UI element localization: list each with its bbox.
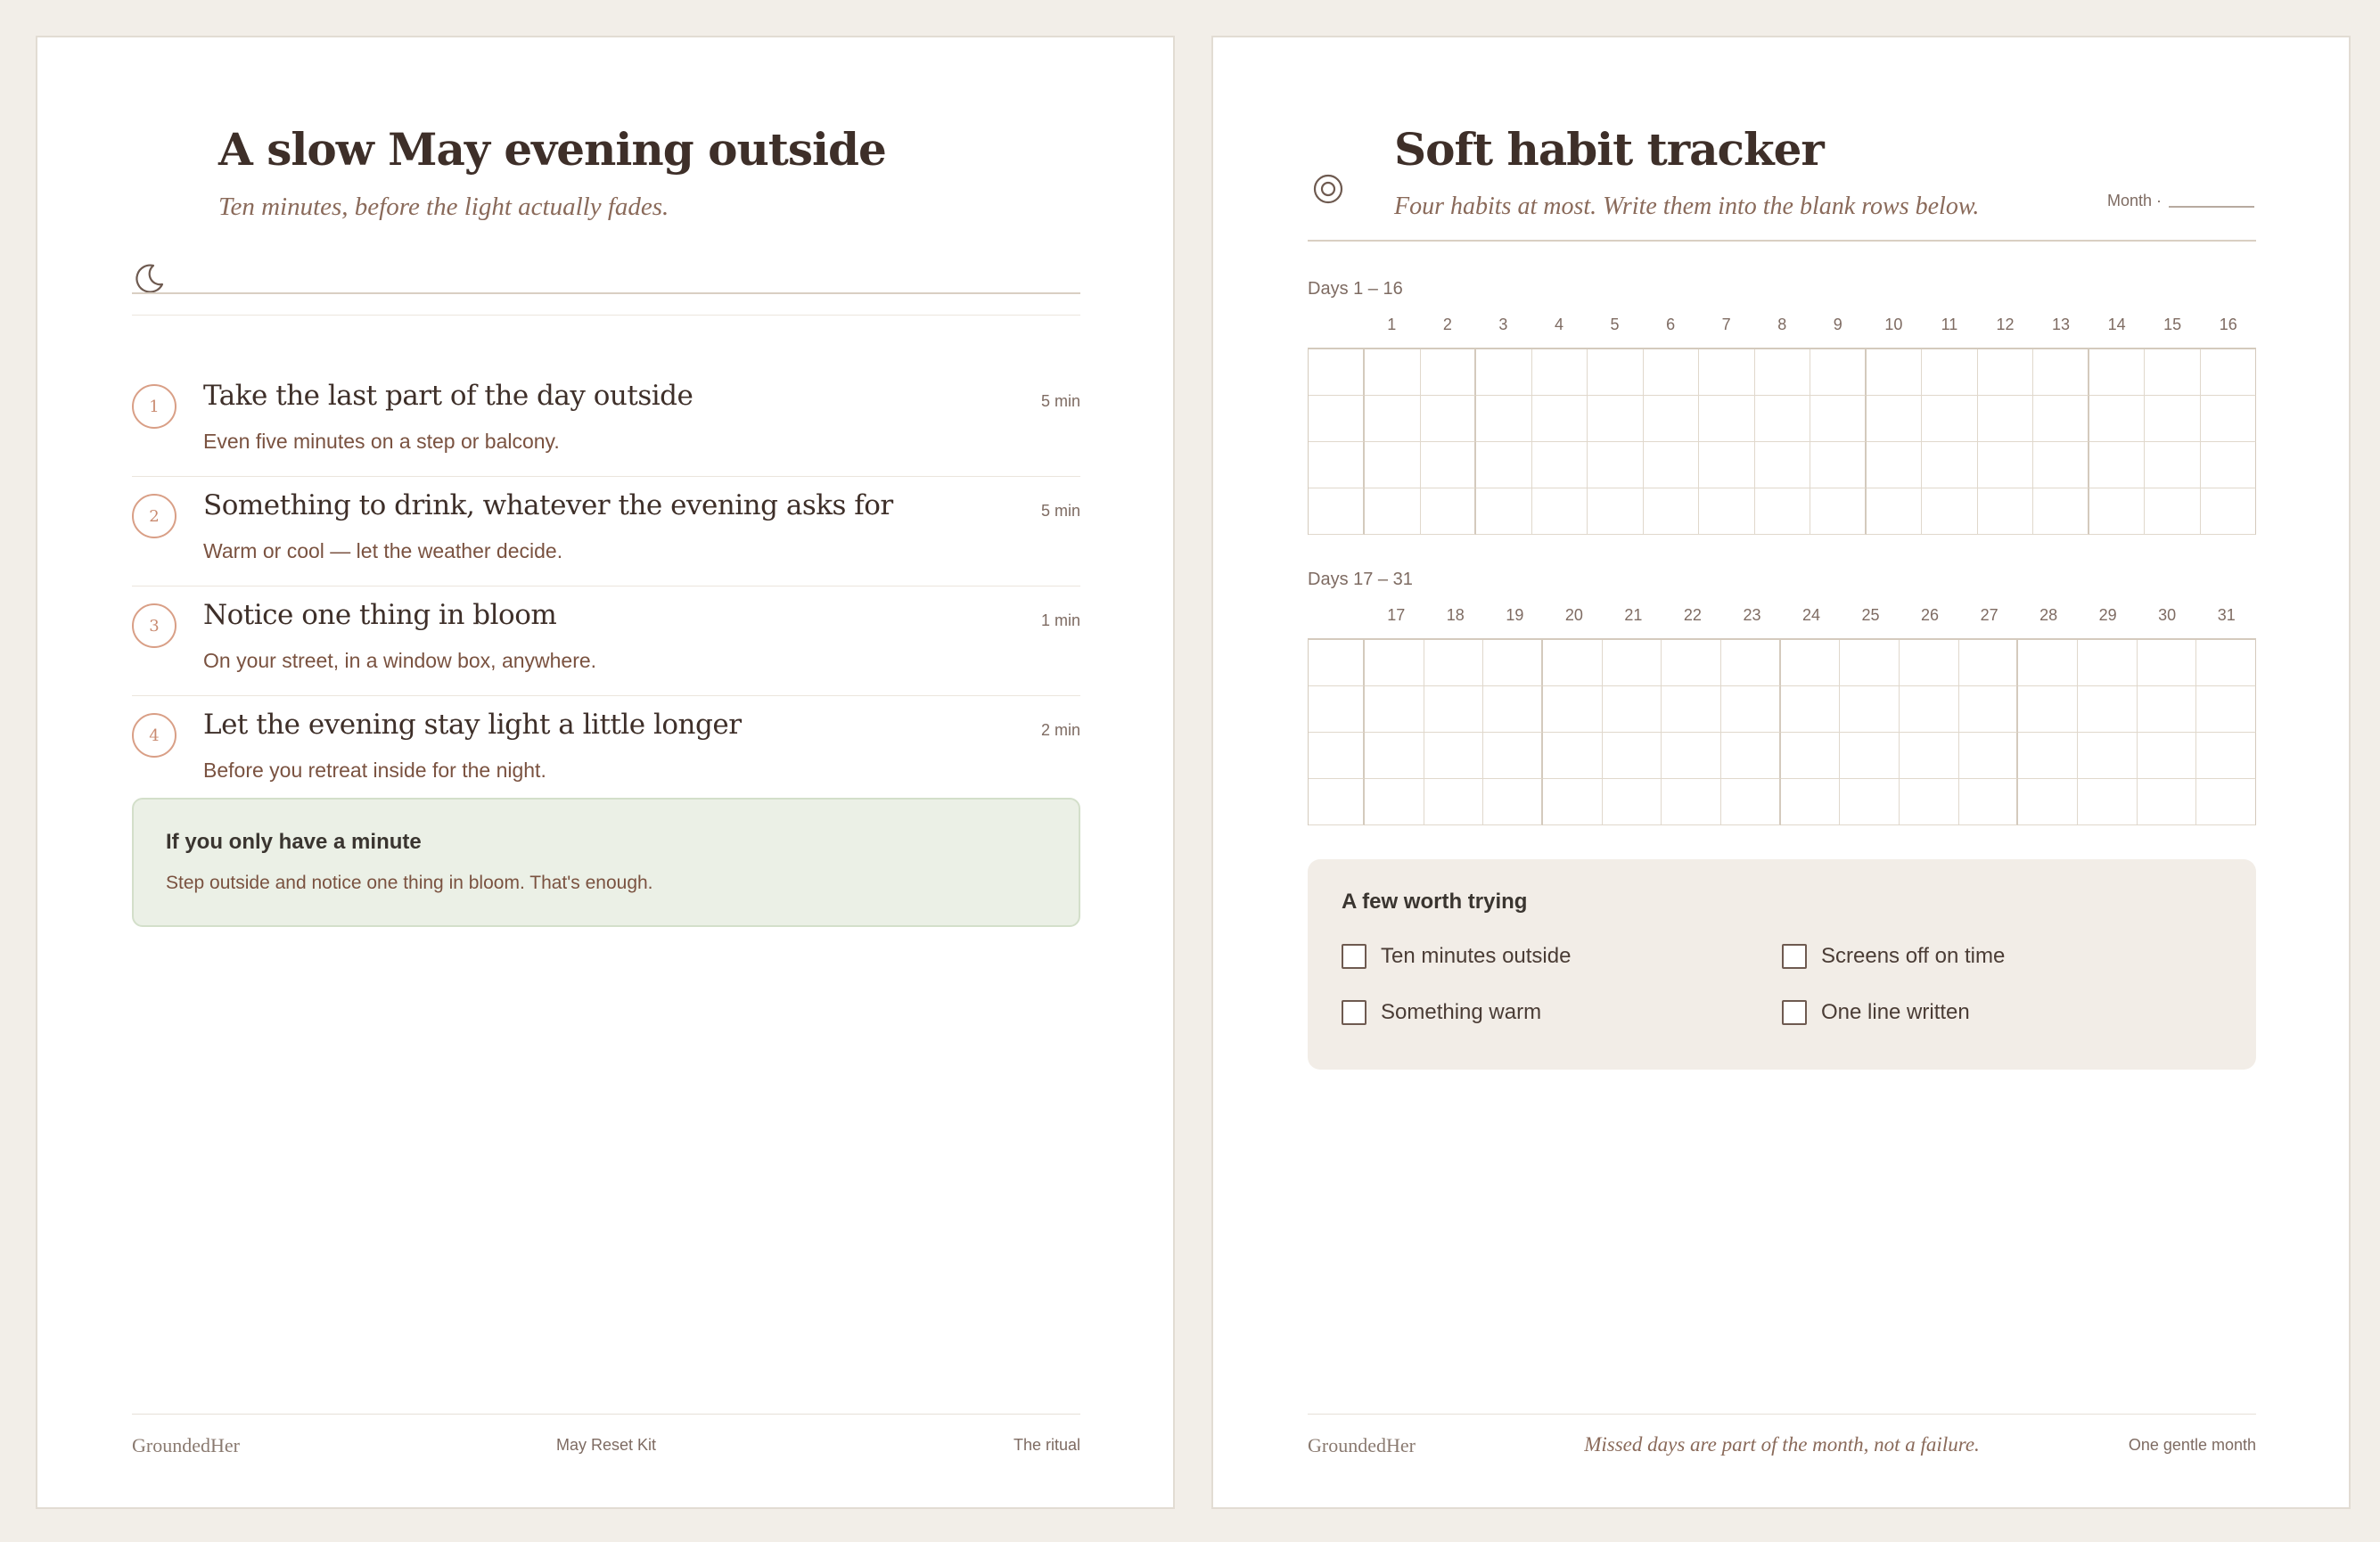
page-title: Soft habit tracker — [1394, 123, 1824, 176]
habit-day-cell[interactable] — [1755, 442, 1811, 488]
title-divider-secondary — [132, 315, 1080, 316]
habit-day-cell[interactable] — [1588, 396, 1644, 442]
habit-day-cell[interactable] — [2089, 488, 2146, 535]
day-number: 6 — [1666, 316, 1676, 333]
habit-day-cell[interactable] — [2078, 640, 2138, 686]
habit-day-cell[interactable] — [2138, 779, 2197, 825]
habit-day-cell[interactable] — [1424, 779, 1484, 825]
habit-day-cell[interactable] — [1721, 686, 1781, 733]
habit-day-cell[interactable] — [1644, 488, 1700, 535]
step-duration: 2 min — [1040, 721, 1080, 739]
page-footer — [1308, 1414, 2256, 1467]
day-number-header — [1364, 316, 2256, 337]
habit-day-cell[interactable] — [1603, 779, 1662, 825]
habit-day-cell[interactable] — [1532, 488, 1588, 535]
habit-day-cell[interactable] — [1867, 488, 1923, 535]
step-title: Something to drink, whatever the evening asks for — [203, 489, 893, 521]
day-number: 2 — [1442, 316, 1452, 333]
habit-day-cell[interactable] — [1365, 733, 1424, 779]
habit-name-cell[interactable] — [1309, 686, 1365, 733]
habit-day-cell[interactable] — [1699, 396, 1755, 442]
page-subtitle: Ten minutes, before the light actually fades. — [218, 193, 669, 221]
habit-day-cell[interactable] — [1476, 442, 1532, 488]
habit-day-cell[interactable] — [2078, 686, 2138, 733]
habit-day-cell[interactable] — [1959, 779, 2019, 825]
habit-grid-days-17-31[interactable] — [1308, 638, 2256, 825]
day-number: 9 — [1833, 316, 1842, 333]
habit-day-cell[interactable] — [1483, 686, 1543, 733]
habit-day-cell[interactable] — [1959, 640, 2019, 686]
habit-day-cell[interactable] — [1483, 640, 1543, 686]
checkbox[interactable] — [1782, 944, 1807, 969]
habit-day-cell[interactable] — [1699, 442, 1755, 488]
month-label: Month · — [2107, 192, 2163, 209]
ritual-step — [132, 367, 1080, 477]
habit-day-cell[interactable] — [1840, 686, 1900, 733]
habit-day-cell[interactable] — [1900, 640, 1959, 686]
habit-day-cell[interactable] — [1543, 733, 1603, 779]
suggestion-label: Ten minutes outside — [1381, 944, 1572, 968]
grid-label: Days 1 – 16 — [1308, 279, 1403, 299]
habit-day-cell[interactable] — [1810, 488, 1867, 535]
habit-day-cell[interactable] — [2018, 686, 2078, 733]
habit-day-cell[interactable] — [1365, 442, 1421, 488]
habit-day-cell[interactable] — [1922, 349, 1978, 396]
day-number: 4 — [1554, 316, 1563, 333]
habit-day-cell[interactable] — [2033, 396, 2089, 442]
day-number: 27 — [1980, 606, 1998, 624]
habit-day-cell[interactable] — [2138, 733, 2197, 779]
step-title: Notice one thing in bloom — [203, 599, 557, 631]
ritual-step — [132, 586, 1080, 696]
habit-day-cell[interactable] — [1755, 396, 1811, 442]
habit-day-cell[interactable] — [2201, 349, 2257, 396]
step-number-badge: 4 — [132, 713, 176, 758]
habit-day-cell[interactable] — [1900, 686, 1959, 733]
habit-day-cell[interactable] — [1721, 640, 1781, 686]
step-number-badge: 1 — [132, 384, 176, 429]
habit-day-cell[interactable] — [1644, 349, 1700, 396]
habit-day-cell[interactable] — [1603, 640, 1662, 686]
step-description: On your street, in a window box, anywhere. — [203, 649, 597, 672]
habit-day-cell[interactable] — [1365, 396, 1421, 442]
habit-day-cell[interactable] — [1840, 779, 1900, 825]
footer-center: May Reset Kit — [555, 1436, 657, 1454]
habit-day-cell[interactable] — [1959, 733, 2019, 779]
habit-day-cell[interactable] — [1532, 442, 1588, 488]
habit-day-cell[interactable] — [1532, 396, 1588, 442]
habit-day-cell[interactable] — [2201, 396, 2257, 442]
habit-day-cell[interactable] — [1721, 779, 1781, 825]
habit-name-cell[interactable] — [1309, 640, 1365, 686]
ritual-step — [132, 696, 1080, 806]
habit-day-cell[interactable] — [1588, 349, 1644, 396]
habit-day-cell[interactable] — [2201, 442, 2257, 488]
ritual-step — [132, 477, 1080, 586]
habit-day-cell[interactable] — [1978, 349, 2034, 396]
habit-day-cell[interactable] — [1365, 349, 1421, 396]
habit-day-cell[interactable] — [1900, 733, 1959, 779]
habit-day-cell[interactable] — [1365, 686, 1424, 733]
habit-day-cell[interactable] — [1781, 733, 1841, 779]
habit-day-cell[interactable] — [2033, 349, 2089, 396]
habit-day-cell[interactable] — [1721, 733, 1781, 779]
suggestion-label: Screens off on time — [1821, 944, 2006, 968]
callout-text: Step outside and notice one thing in bloom. That's enough. — [166, 873, 653, 893]
step-number-badge: 3 — [132, 603, 176, 648]
habit-day-cell[interactable] — [2018, 733, 2078, 779]
habit-day-cell[interactable] — [1978, 488, 2034, 535]
habit-day-cell[interactable] — [2089, 349, 2146, 396]
habit-day-cell[interactable] — [2201, 488, 2257, 535]
habit-day-cell[interactable] — [2089, 442, 2146, 488]
habit-day-cell[interactable] — [2018, 640, 2078, 686]
habit-day-cell[interactable] — [1644, 396, 1700, 442]
day-number: 17 — [1387, 606, 1406, 624]
habit-day-cell[interactable] — [1476, 488, 1532, 535]
day-number: 31 — [2217, 606, 2236, 624]
day-number: 13 — [2052, 316, 2071, 333]
step-duration: 5 min — [1040, 502, 1080, 520]
day-number: 19 — [1506, 606, 1524, 624]
habit-day-cell[interactable] — [1603, 686, 1662, 733]
habit-day-cell[interactable] — [1543, 640, 1603, 686]
habit-name-cell[interactable] — [1309, 733, 1365, 779]
habit-day-cell[interactable] — [2033, 442, 2089, 488]
day-number: 15 — [2163, 316, 2182, 333]
habit-day-cell[interactable] — [2196, 686, 2256, 733]
one-minute-callout — [132, 798, 1080, 927]
day-number: 12 — [1996, 316, 2015, 333]
day-number-header — [1366, 606, 2256, 627]
habit-day-cell[interactable] — [1421, 349, 1477, 396]
month-input-line[interactable] — [2169, 206, 2254, 208]
day-number: 18 — [1446, 606, 1465, 624]
habit-day-cell[interactable] — [1699, 488, 1755, 535]
habit-day-cell[interactable] — [1365, 779, 1424, 825]
step-title: Let the evening stay light a little longer — [203, 709, 742, 741]
habit-name-cell[interactable] — [1309, 442, 1365, 488]
day-number: 7 — [1721, 316, 1731, 333]
habit-day-cell[interactable] — [1543, 686, 1603, 733]
day-number: 23 — [1743, 606, 1761, 624]
habit-day-cell[interactable] — [1644, 442, 1700, 488]
habit-tracker-page — [1211, 36, 2351, 1509]
suggestion-item[interactable] — [1342, 1000, 1541, 1025]
habit-day-cell[interactable] — [2078, 733, 2138, 779]
footer-right: The ritual — [1013, 1436, 1080, 1454]
habit-day-cell[interactable] — [1922, 396, 1978, 442]
habit-day-cell[interactable] — [1662, 733, 1721, 779]
habit-day-cell[interactable] — [1662, 686, 1721, 733]
suggestion-label: One line written — [1821, 1000, 1970, 1024]
day-number: 22 — [1683, 606, 1702, 624]
page-title: A slow May evening outside — [218, 123, 886, 176]
habit-name-cell[interactable] — [1309, 349, 1365, 396]
habit-day-cell[interactable] — [2145, 488, 2201, 535]
day-number: 1 — [1387, 316, 1397, 333]
habit-day-cell[interactable] — [2138, 640, 2197, 686]
step-duration: 1 min — [1040, 611, 1080, 629]
habit-day-cell[interactable] — [2145, 396, 2201, 442]
step-duration: 5 min — [1040, 392, 1080, 410]
habit-day-cell[interactable] — [1781, 686, 1841, 733]
suggestion-item[interactable] — [1782, 1000, 1970, 1025]
habit-day-cell[interactable] — [1603, 733, 1662, 779]
suggestions-panel — [1308, 859, 2256, 1070]
habit-name-cell[interactable] — [1309, 396, 1365, 442]
checkbox[interactable] — [1782, 1000, 1807, 1025]
habit-day-cell[interactable] — [1781, 640, 1841, 686]
habit-day-cell[interactable] — [2145, 349, 2201, 396]
habit-day-cell[interactable] — [1755, 488, 1811, 535]
habit-day-cell[interactable] — [2196, 733, 2256, 779]
habit-day-cell[interactable] — [1532, 349, 1588, 396]
day-number: 3 — [1498, 316, 1508, 333]
suggestion-item[interactable] — [1342, 944, 1571, 969]
habit-day-cell[interactable] — [1483, 779, 1543, 825]
habit-day-cell[interactable] — [1867, 349, 1923, 396]
day-number: 30 — [2158, 606, 2177, 624]
habit-day-cell[interactable] — [2145, 442, 2201, 488]
footer-right: One gentle month — [2128, 1436, 2256, 1454]
day-number: 10 — [1884, 316, 1903, 333]
footer-brand: GroundedHer — [1308, 1434, 1416, 1456]
footer-brand: GroundedHer — [132, 1434, 240, 1456]
suggestion-item[interactable] — [1782, 944, 2005, 969]
habit-day-cell[interactable] — [1978, 396, 2034, 442]
habit-day-cell[interactable] — [1424, 686, 1484, 733]
habit-day-cell[interactable] — [1922, 488, 1978, 535]
suggestions-title: A few worth trying — [1342, 890, 1528, 914]
day-number: 11 — [1941, 316, 1958, 333]
page-footer — [132, 1414, 1080, 1467]
day-number: 24 — [1801, 606, 1820, 624]
step-title: Take the last part of the day outside — [203, 380, 693, 412]
habit-day-cell[interactable] — [2196, 779, 2256, 825]
suggestion-label: Something warm — [1381, 1000, 1542, 1024]
day-number: 25 — [1861, 606, 1880, 624]
habit-day-cell[interactable] — [1959, 686, 2019, 733]
habit-day-cell[interactable] — [1662, 779, 1721, 825]
habit-day-cell[interactable] — [1810, 396, 1867, 442]
day-number: 14 — [2107, 316, 2126, 333]
habit-grid-days-1-16[interactable] — [1308, 348, 2256, 535]
habit-day-cell[interactable] — [1543, 779, 1603, 825]
target-icon — [1310, 171, 1346, 207]
habit-day-cell[interactable] — [1867, 396, 1923, 442]
habit-name-cell[interactable] — [1309, 779, 1365, 825]
habit-day-cell[interactable] — [1476, 396, 1532, 442]
step-description: Even five minutes on a step or balcony. — [203, 430, 560, 453]
day-number: 28 — [2039, 606, 2058, 624]
habit-day-cell[interactable] — [1810, 349, 1867, 396]
habit-day-cell[interactable] — [1699, 349, 1755, 396]
habit-day-cell[interactable] — [1867, 442, 1923, 488]
ritual-page — [36, 36, 1175, 1509]
page-subtitle: Four habits at most. Write them into the blank rows below. — [1394, 193, 1980, 220]
habit-day-cell[interactable] — [1755, 349, 1811, 396]
callout-title: If you only have a minute — [166, 830, 422, 854]
footer-center: Missed days are part of the month, not a failure. — [1584, 1433, 1980, 1456]
day-number: 5 — [1610, 316, 1620, 333]
day-number: 26 — [1921, 606, 1940, 624]
habit-day-cell[interactable] — [1588, 488, 1644, 535]
habit-day-cell[interactable] — [1424, 640, 1484, 686]
habit-day-cell[interactable] — [1421, 396, 1477, 442]
habit-day-cell[interactable] — [2196, 640, 2256, 686]
day-number: 29 — [2098, 606, 2117, 624]
grid-label: Days 17 – 31 — [1308, 570, 1413, 589]
habit-day-cell[interactable] — [1365, 488, 1421, 535]
habit-day-cell[interactable] — [2033, 488, 2089, 535]
habit-day-cell[interactable] — [1421, 488, 1477, 535]
habit-day-cell[interactable] — [1781, 779, 1841, 825]
habit-day-cell[interactable] — [2089, 396, 2146, 442]
habit-day-cell[interactable] — [1365, 640, 1424, 686]
habit-day-cell[interactable] — [1840, 733, 1900, 779]
checkbox[interactable] — [1342, 944, 1366, 969]
habit-day-cell[interactable] — [1662, 640, 1721, 686]
day-number: 16 — [2219, 316, 2237, 333]
habit-day-cell[interactable] — [2138, 686, 2197, 733]
day-number: 20 — [1564, 606, 1583, 624]
day-number: 21 — [1624, 606, 1643, 624]
habit-day-cell[interactable] — [1810, 442, 1867, 488]
habit-day-cell[interactable] — [1483, 733, 1543, 779]
checkbox[interactable] — [1342, 1000, 1366, 1025]
title-divider — [132, 292, 1080, 294]
day-number: 8 — [1777, 316, 1787, 333]
habit-day-cell[interactable] — [1922, 442, 1978, 488]
moon-icon — [132, 260, 168, 296]
habit-day-cell[interactable] — [1978, 442, 2034, 488]
step-number-badge: 2 — [132, 494, 176, 538]
habit-day-cell[interactable] — [1424, 733, 1484, 779]
habit-day-cell[interactable] — [1588, 442, 1644, 488]
title-divider — [1308, 240, 2256, 242]
habit-day-cell[interactable] — [2018, 779, 2078, 825]
step-description: Warm or cool — let the weather decide. — [203, 539, 563, 562]
habit-day-cell[interactable] — [1900, 779, 1959, 825]
step-description: Before you retreat inside for the night. — [203, 759, 546, 782]
habit-day-cell[interactable] — [1421, 442, 1477, 488]
habit-day-cell[interactable] — [1476, 349, 1532, 396]
habit-day-cell[interactable] — [2078, 779, 2138, 825]
habit-day-cell[interactable] — [1840, 640, 1900, 686]
habit-name-cell[interactable] — [1309, 488, 1365, 535]
